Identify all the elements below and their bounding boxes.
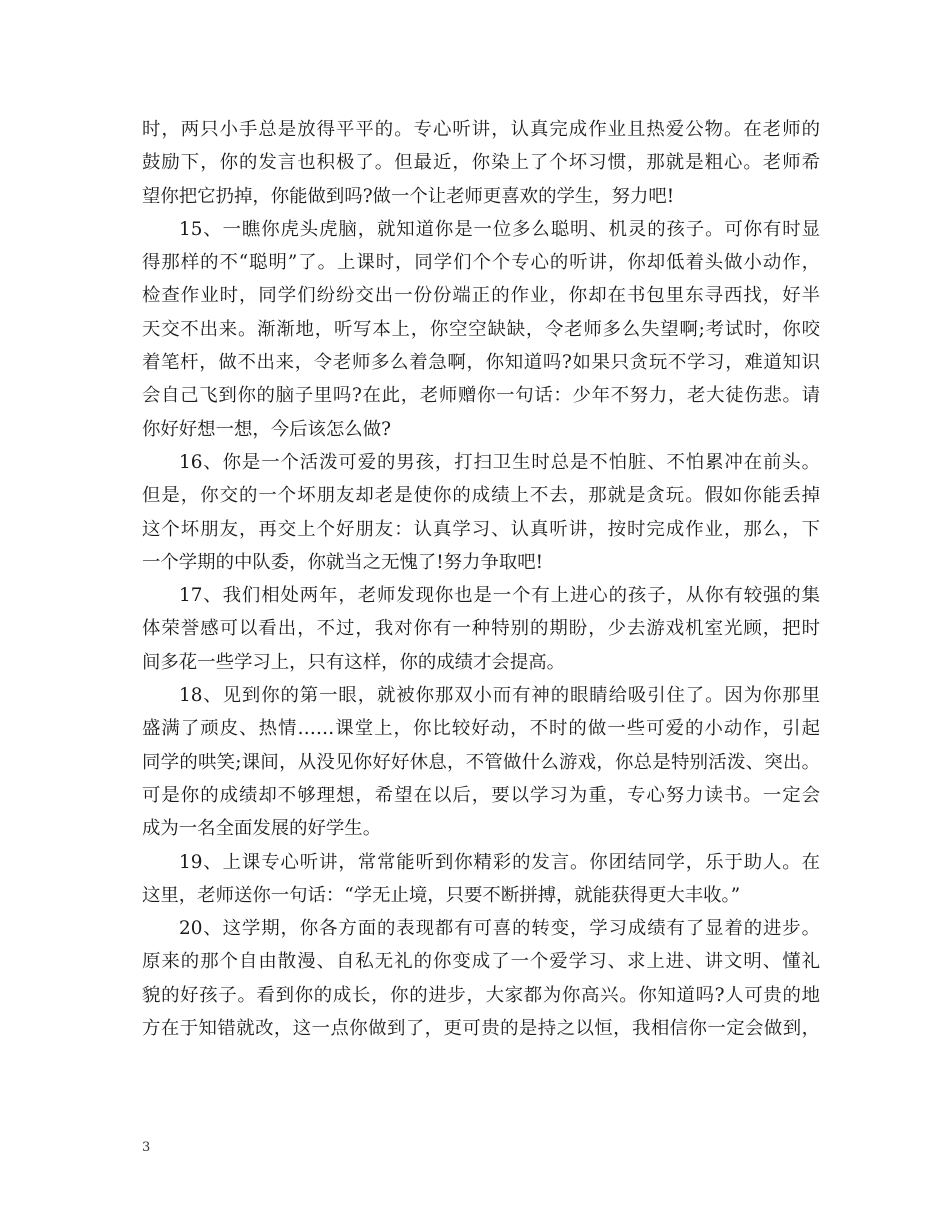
text-line: 会自己飞到你的脑子里吗?在此，老师赠你一句话：少年不努力，老大徒伤悲。请 (142, 385, 820, 407)
text-line: 望你把它扔掉，你能做到吗?做一个让老师更喜欢的学生，努力吧! (142, 185, 675, 207)
text-line: 原来的那个自由散漫、自私无礼的你变成了一个爱学习、求上进、讲文明、懂礼 (142, 951, 820, 973)
text-line: 体荣誉感可以看出，不过，我对你有一种特别的期盼，少去游戏机室光顾，把时 (142, 618, 820, 640)
text-line: 可是你的成绩却不够理想，希望在以后，要以学习为重，专心努力读书。一定会 (142, 784, 820, 806)
text-line: 一个学期的中队委，你就当之无愧了!努力争取吧! (142, 551, 543, 573)
paragraph-start-line: 16、你是一个活泼可爱的男孩，打扫卫生时总是不怕脏、不怕累冲在前头。 (179, 451, 820, 473)
page-number: 3 (142, 1140, 151, 1155)
paragraph-start-line: 19、上课专心听讲，常常能听到你精彩的发言。你团结同学，乐于助人。在 (179, 851, 820, 873)
text-line: 盛满了顽皮、热情……课堂上，你比较好动，不时的做一些可爱的小动作，引起 (142, 718, 820, 740)
text-line: 这个坏朋友，再交上个好朋友：认真学习、认真听讲，按时完成作业，那么，下 (142, 518, 820, 540)
text-line: 你好好想一想，今后该怎么做? (142, 418, 391, 440)
paragraph-start-line: 15、一瞧你虎头虎脑，就知道你是一位多么聪明、机灵的孩子。可你有时显 (179, 218, 820, 240)
text-line: 着笔杆，做不出来，令老师多么着急啊，你知道吗?如果只贪玩不学习，难道知识 (142, 352, 820, 374)
paragraph-start-line: 17、我们相处两年，老师发现你也是一个有上进心的孩子，从你有较强的集 (179, 585, 820, 607)
text-line: 方在于知错就改，这一点你做到了，更可贵的是持之以恒，我相信你一定会做到， (142, 1018, 820, 1040)
text-line: 时，两只小手总是放得平平的。专心听讲，认真完成作业且热爱公物。在老师的 (142, 119, 820, 140)
text-line: 成为一名全面发展的好学生。 (142, 818, 382, 840)
paragraph-start-line: 20、这学期，你各方面的表现都有可喜的转变，学习成绩有了显着的进步。 (179, 918, 820, 940)
text-line: 同学的哄笑;课间，从没见你好好休息，不管做什么游戏，你总是特别活泼、突出。 (142, 751, 820, 773)
text-line: 这里，老师送你一句话：“学无止境，只要不断拼搏，就能获得更大丰收。” (142, 884, 741, 906)
text-line: 得那样的不“聪明”了。上课时，同学们个个专心的听讲，你却低着头做小动作， (142, 252, 820, 274)
text-line: 天交不出来。渐渐地，听写本上，你空空缺缺，令老师多么失望啊;考试时，你咬 (142, 318, 820, 340)
paragraph-start-line: 18、见到你的第一眼，就被你那双小而有神的眼睛给吸引住了。因为你那里 (179, 685, 820, 707)
text-line: 貌的好孩子。看到你的成长，你的进步，大家都为你高兴。你知道吗?人可贵的地 (142, 984, 820, 1006)
text-line: 鼓励下，你的发言也积极了。但最近，你染上了个坏习惯，那就是粗心。老师希 (142, 152, 820, 174)
document-body (142, 113, 820, 1045)
text-line: 但是，你交的一个坏朋友却老是使你的成绩上不去，那就是贪玩。假如你能丢掉 (142, 485, 820, 507)
text-line: 检查作业时，同学们纷纷交出一份份端正的作业，你却在书包里东寻西找，好半 (142, 285, 820, 307)
text-line: 间多花一些学习上，只有这样，你的成绩才会提高。 (142, 651, 565, 673)
